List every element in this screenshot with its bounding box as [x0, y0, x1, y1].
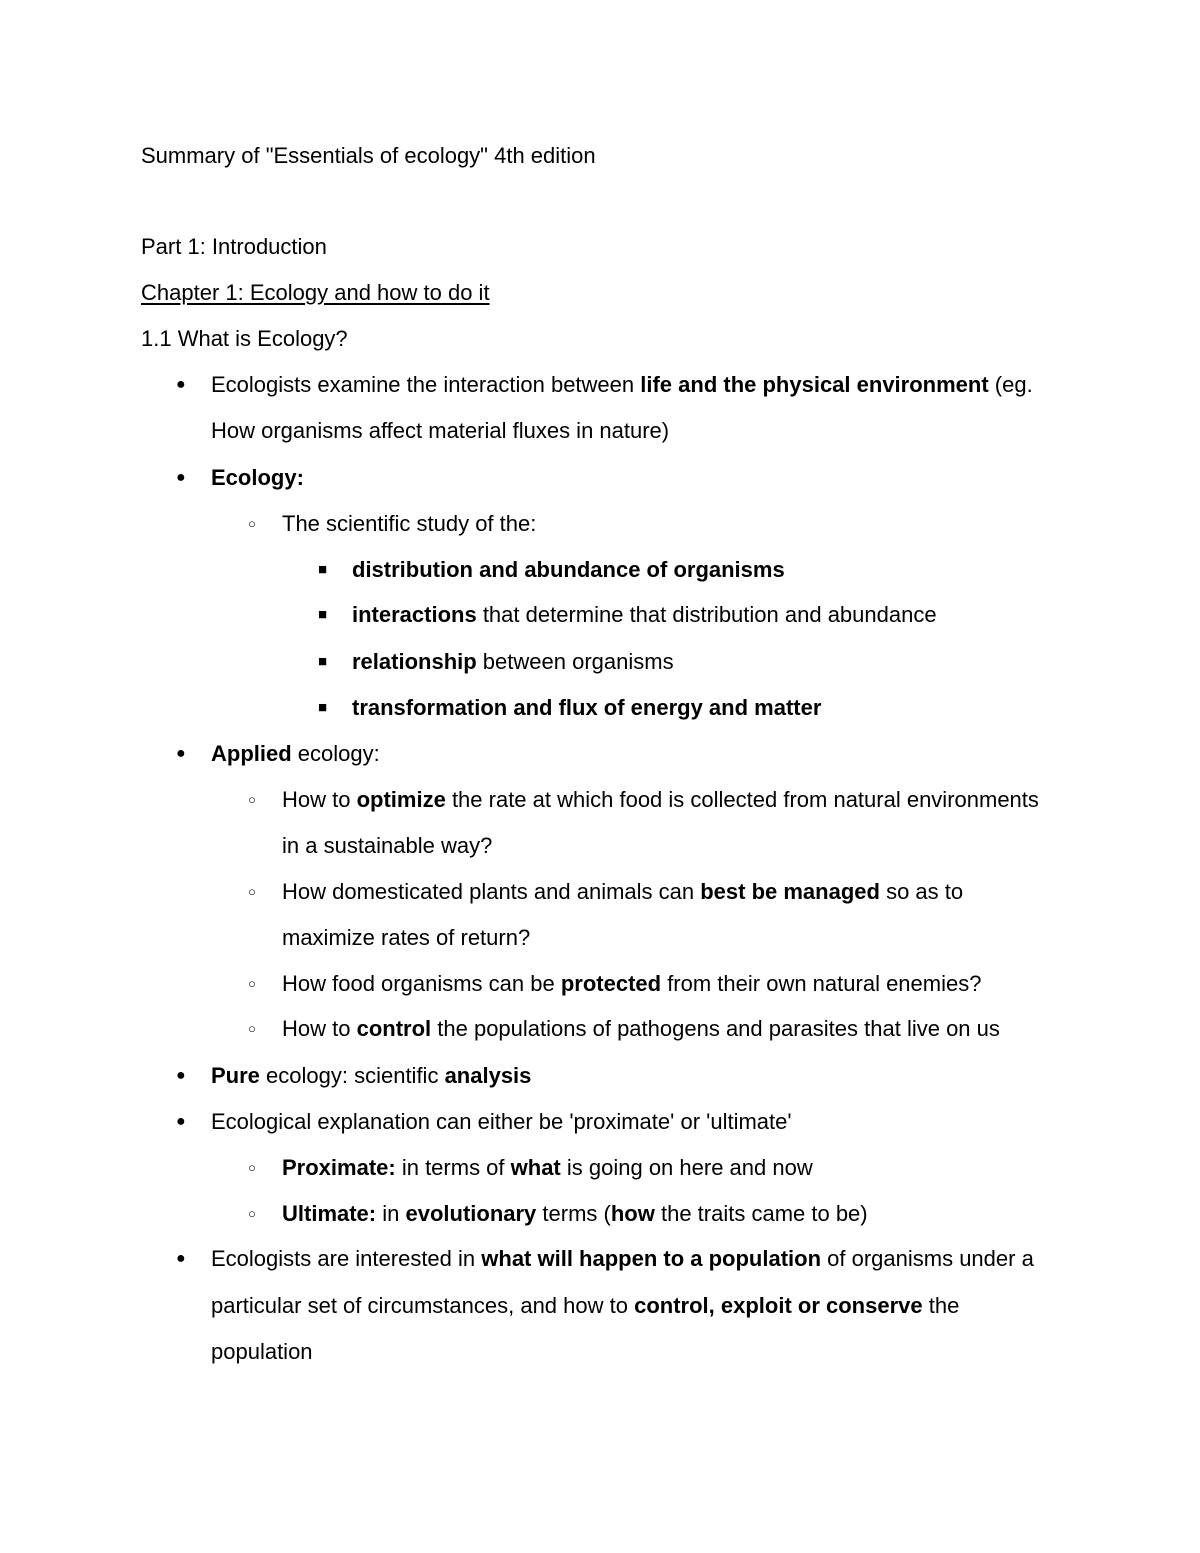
- sub-sub-list-item: distribution and abundance of organisms: [352, 557, 785, 582]
- list-item: Ecological explanation can either be 'proximate' or 'ultimate': [211, 1109, 792, 1134]
- sub-list-item: The scientific study of the:: [282, 511, 537, 536]
- bullet-circle-icon: ○: [248, 516, 256, 531]
- sub-sub-list-item: interactions that determine that distribution and abundance: [352, 602, 937, 627]
- sub-list-item-continuation: in a sustainable way?: [282, 833, 493, 858]
- list-item: Applied ecology:: [211, 741, 380, 766]
- doc-title: Summary of "Essentials of ecology" 4th edition: [141, 143, 596, 168]
- bullet-dot-icon: ●: [176, 469, 186, 486]
- bullet-circle-icon: ○: [248, 884, 256, 899]
- bullet-square-icon: ■: [318, 561, 328, 578]
- bullet-dot-icon: ●: [176, 1250, 186, 1267]
- bullet-circle-icon: ○: [248, 976, 256, 991]
- sub-list-item: How food organisms can be protected from their own natural enemies?: [282, 971, 982, 996]
- sub-list-item-continuation: maximize rates of return?: [282, 925, 531, 950]
- list-item-continuation: particular set of circumstances, and how to control, exploit or conserve the: [211, 1293, 960, 1318]
- list-item: Ecology:: [211, 465, 304, 490]
- bullet-dot-icon: ●: [176, 1067, 186, 1084]
- list-item-continuation: How organisms affect material fluxes in nature): [211, 418, 670, 443]
- sub-list-item: Ultimate: in evolutionary terms (how the traits came to be): [282, 1201, 868, 1226]
- bullet-dot-icon: ●: [176, 745, 186, 762]
- bullet-circle-icon: ○: [248, 792, 256, 807]
- bullet-dot-icon: ●: [176, 1113, 186, 1130]
- list-item: Ecologists examine the interaction between life and the physical environment (eg.: [211, 372, 1033, 397]
- chapter-heading: Chapter 1: Ecology and how to do it: [141, 280, 490, 305]
- bullet-dot-icon: ●: [176, 376, 186, 393]
- sub-list-item: How to optimize the rate at which food is collected from natural environments: [282, 787, 1039, 812]
- section-heading: 1.1 What is Ecology?: [141, 326, 348, 351]
- sub-list-item: How domesticated plants and animals can best be managed so as to: [282, 879, 964, 904]
- sub-list-item: How to control the populations of pathogens and parasites that live on us: [282, 1016, 1000, 1041]
- sub-sub-list-item: transformation and flux of energy and matter: [352, 695, 822, 720]
- bullet-square-icon: ■: [318, 606, 328, 623]
- bullet-circle-icon: ○: [248, 1021, 256, 1036]
- list-item-continuation: population: [211, 1339, 313, 1364]
- sub-sub-list-item: relationship between organisms: [352, 649, 674, 674]
- bullet-square-icon: ■: [318, 653, 328, 670]
- list-item: Pure ecology: scientific analysis: [211, 1063, 532, 1088]
- bullet-square-icon: ■: [318, 699, 328, 716]
- list-item: Ecologists are interested in what will happen to a population of organisms under a: [211, 1246, 1034, 1271]
- part-heading: Part 1: Introduction: [141, 234, 327, 259]
- bullet-circle-icon: ○: [248, 1160, 256, 1175]
- bullet-circle-icon: ○: [248, 1206, 256, 1221]
- sub-list-item: Proximate: in terms of what is going on here and now: [282, 1155, 813, 1180]
